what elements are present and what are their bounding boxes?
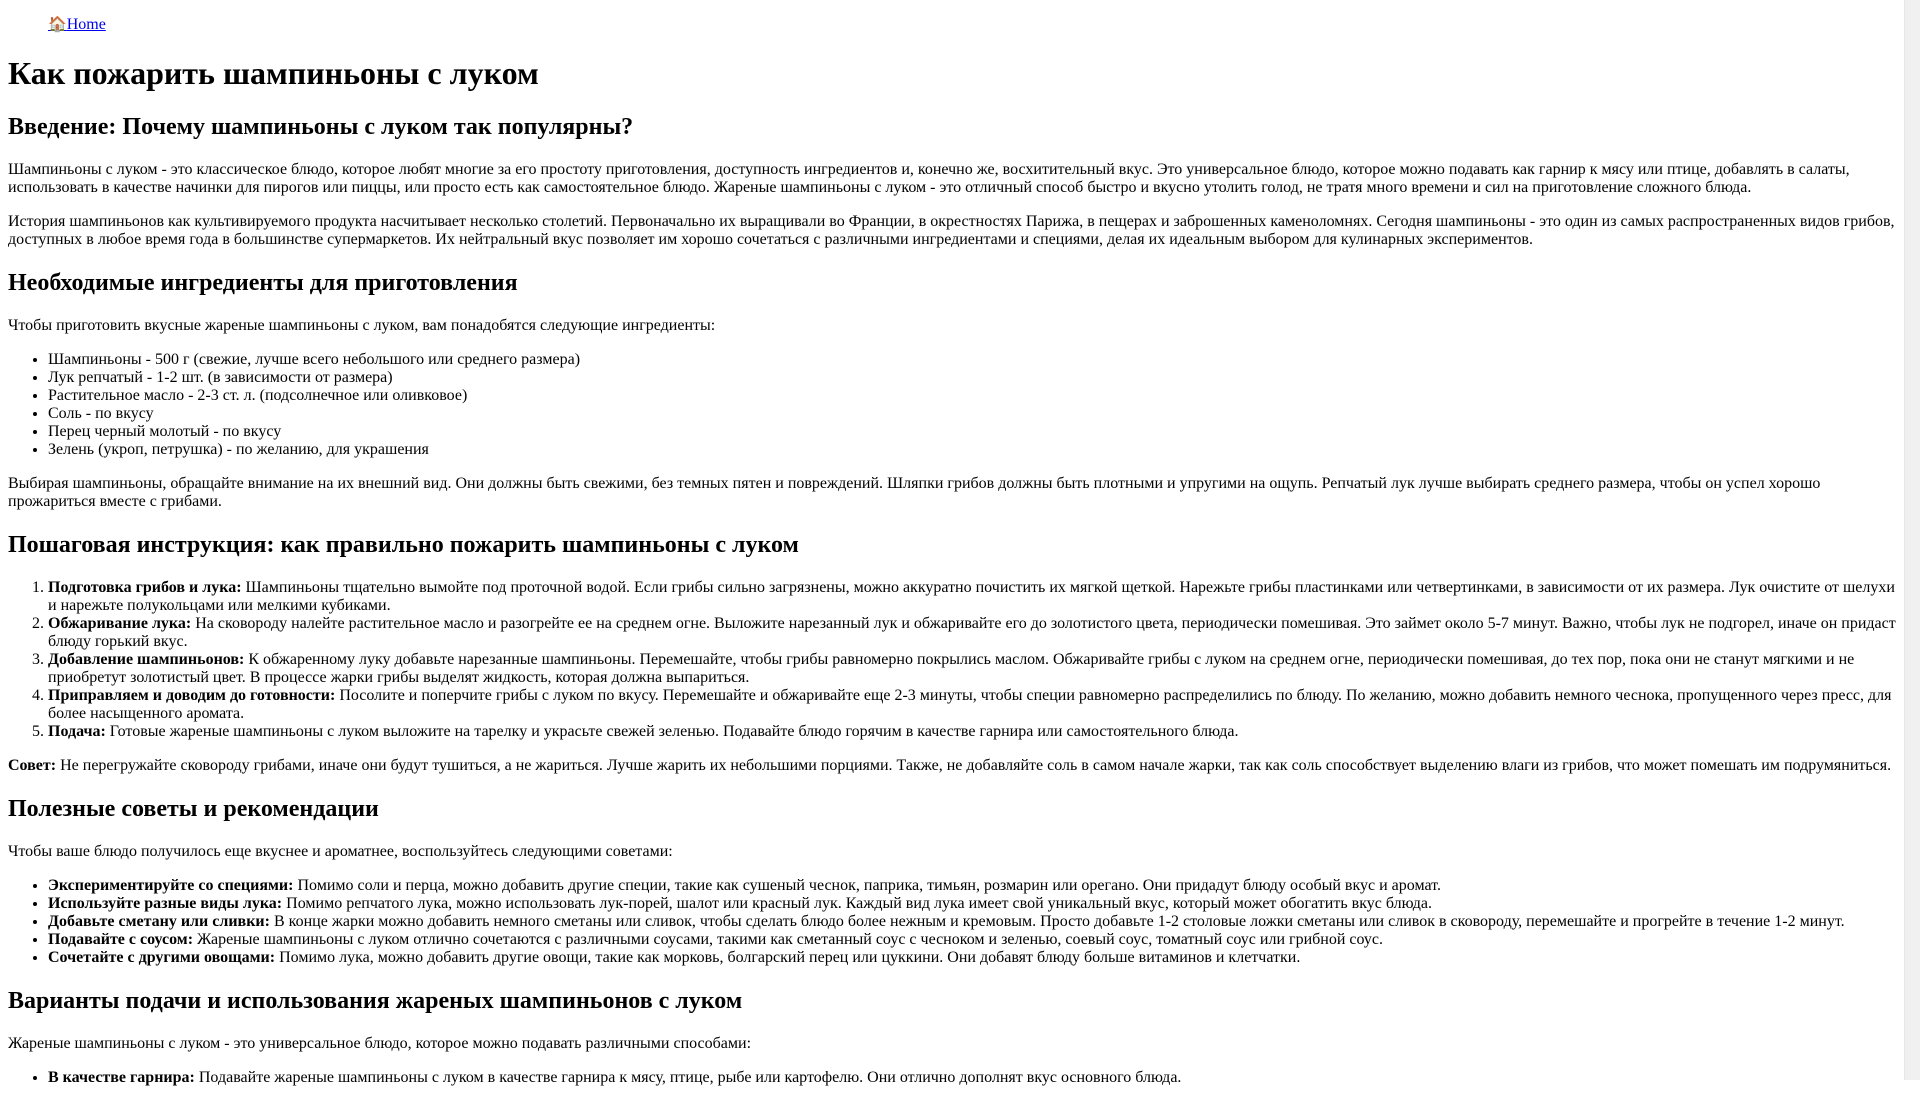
tip-title: Совет:: [8, 757, 57, 774]
ingredient-item: • Шампиньоны - 500 г (свежие, лучше всего небольшого или среднего размера): [48, 351, 1904, 369]
house-icon: 🏠: [48, 17, 67, 33]
tip-item: [48, 949, 1904, 967]
tip-item-text: Помимо лука, можно добавить другие овощи, такие как морковь, болгарский перец или цуккини. Они добавят блюду больше витаминов и клетчатки.: [275, 949, 1301, 966]
ingredients-list: [8, 351, 1904, 459]
tip-item-text: Помимо соли и перца, можно добавить другие специи, такие как сушеный чеснок, паприка, тимьян, розмарин или орегано. Они придадут блюду особый вкус и аромат.: [293, 877, 1441, 894]
serving-item: [48, 1069, 1904, 1087]
ingredient-item: • Лук репчатый - 1-2 шт. (в зависимости от размера): [48, 369, 1904, 387]
tip-item-title: Экспериментируйте со специями:: [48, 877, 294, 894]
tips-list: [8, 877, 1904, 967]
tip-item-title: Сочетайте с другими овощами:: [48, 949, 276, 966]
tip-item-text: В конце жарки можно добавить немного сметаны или сливок, чтобы сделать блюдо более нежным и кремовым. Просто добавьте 1-2 столовые ложки сметаны или сливок в сковороду, перемешайте и прогрейте в течение 1-2 минут.: [269, 913, 1845, 930]
steps-heading: Пошаговая инструкция: как правильно пожарить шампиньоны с луком: [8, 532, 799, 558]
ingredient-item: • Перец черный молотый - по вкусу: [48, 423, 1904, 441]
tip-item: [48, 895, 1904, 913]
step-item: [48, 651, 1904, 687]
ingredients-note: Выбирая шампиньоны, обращайте внимание на их внешний вид. Они должны быть свежими, без темных пятен и повреждений. Шляпки грибов должны быть плотными и упругими на ощупь. Репчатый лук лучше выбирать среднего размера, чтобы он успел хорошо прожариться вместе с грибами.: [8, 475, 1821, 510]
step-title: Подача:: [48, 723, 106, 740]
tip-item: [48, 877, 1904, 895]
tip-item-text: Жареные шампиньоны с луком отлично сочетаются с различными соусами, такими как сметанный соус с чесноком и зеленью, соевый соус, томатный соус или грибной соус.: [193, 931, 1383, 948]
tip-item-title: Используйте разные виды лука:: [48, 895, 283, 912]
tips-lead: Чтобы ваше блюдо получилось еще вкуснее и ароматнее, воспользуйтесь следующими советами:: [8, 843, 673, 860]
home-link[interactable]: [48, 16, 106, 33]
serving-lead: Жареные шампиньоны с луком - это универсальное блюдо, которое можно подавать различными способами:: [8, 1035, 752, 1052]
ingredient-item: • Растительное масло - 2-3 ст. л. (подсолнечное или оливковое): [48, 387, 1904, 405]
intro-heading: Введение: Почему шампиньоны с луком так популярны?: [8, 114, 634, 140]
ingredients-lead: Чтобы приготовить вкусные жареные шампиньоны с луком, вам понадобятся следующие ингредиенты:: [8, 317, 716, 334]
step-text: Посолите и поперчите грибы с луком по вкусу. Перемешайте и обжаривайте еще 2-3 минуты, чтобы специи равномерно распределились по блюду. По желанию, можно добавить немного чеснока, пропущенного через пресс, для более насыщенного аромата.: [48, 687, 1892, 722]
steps-list: [8, 579, 1904, 741]
step-item: [48, 723, 1904, 741]
ingredient-item: • Зелень (укроп, петрушка) - по желанию, для украшения: [48, 441, 1904, 459]
intro-paragraph-2: История шампиньонов как культивируемого продукта насчитывает несколько столетий. Первоначально их выращивали во Франции, в окрестностях Парижа, в пещерах и заброшенных каменоломнях. Сегодня шампиньоны - это один из самых распространенных видов грибов, доступных в любое время года в большинстве супермаркетов. Их нейтральный вкус позволяет им хорошо сочетаться с различными ингредиентами и специями, делая их идеальным выбором для кулинарных экспериментов.: [8, 213, 1895, 248]
serving-list: [8, 1069, 1904, 1087]
home-link-label: Home: [66, 16, 106, 33]
step-text: К обжаренному луку добавьте нарезанные шампиньоны. Перемешайте, чтобы грибы равномерно покрылись маслом. Обжаривайте грибы с луком на среднем огне, периодически помешивая, до тех пор, пока они не станут мягкими и не приобретут золотистый цвет. В процессе жарки грибы выделят жидкость, которая должна выпариться.: [48, 651, 1855, 686]
tip-item: [48, 913, 1904, 931]
page-title: Как пожарить шампиньоны с луком: [8, 55, 539, 91]
breadcrumb: [48, 16, 1904, 34]
ingredient-item: • Соль - по вкусу: [48, 405, 1904, 423]
vertical-scrollbar[interactable]: [1904, 0, 1920, 1080]
cooking-tip: [8, 757, 1904, 775]
serving-heading: Варианты подачи и использования жареных шампиньонов с луком: [8, 988, 743, 1014]
step-item: [48, 579, 1904, 615]
step-title: Приправляем и доводим до готовности:: [48, 687, 336, 704]
step-text: На сковороду налейте растительное масло и разогрейте ее на среднем огне. Выложите нарезанный лук и обжаривайте его до золотистого цвета, периодически помешивая. Это займет около 5-7 минут. Важно, чтобы лук не подгорел, иначе он придаст блюду горький вкус.: [48, 615, 1896, 650]
step-title: Обжаривание лука:: [48, 615, 192, 632]
serving-item-title: В качестве гарнира:: [48, 1069, 195, 1086]
article-page: [8, 0, 1904, 1103]
tip-item-title: Подавайте с соусом:: [48, 931, 194, 948]
tip-item-title: Добавьте сметану или сливки:: [48, 913, 270, 930]
tip-item: [48, 931, 1904, 949]
tip-text: Не перегружайте сковороду грибами, иначе они будут тушиться, а не жариться. Лучше жарить их небольшими порциями. Также, не добавляйте соль в самом начале жарки, так как соль способствует выделению влаги из грибов, что может помешать им подрумяниться.: [56, 757, 1892, 774]
step-item: [48, 687, 1904, 723]
serving-item-text: Подавайте жареные шампиньоны с луком в качестве гарнира к мясу, птице, рыбе или картофелю. Они отлично дополнят вкус основного блюда.: [194, 1069, 1182, 1086]
step-text: Шампиньоны тщательно вымойте под проточной водой. Если грибы сильно загрязнены, можно аккуратно почистить их мягкой щеткой. Нарежьте грибы пластинками или четвертинками, в зависимости от их размера. Лук очистите от шелухи и нарежьте полукольцами или мелкими кубиками.: [48, 579, 1895, 614]
tips-heading: Полезные советы и рекомендации: [8, 796, 379, 822]
step-item: [48, 615, 1904, 651]
ingredients-heading: Необходимые ингредиенты для приготовления: [8, 270, 518, 296]
step-title: Подготовка грибов и лука:: [48, 579, 242, 596]
intro-paragraph-1: Шампиньоны с луком - это классическое блюдо, которое любят многие за его простоту приготовления, доступность ингредиентов и, конечно же, восхитительный вкус. Это универсальное блюдо, которое можно подавать как гарнир к мясу или птице, добавлять в салаты, использовать в качестве начинки для пирогов или пиццы, или просто есть как самостоятельное блюдо. Жареные шампиньоны с луком - это отличный способ быстро и вкусно утолить голод, не тратя много времени и сил на приготовление сложного блюда.: [8, 161, 1850, 196]
step-text: Готовые жареные шампиньоны с луком выложите на тарелку и украсьте свежей зеленью. Подавайте блюдо горячим в качестве гарнира или самостоятельного блюда.: [105, 723, 1239, 740]
tip-item-text: Помимо репчатого лука, можно использовать лук-порей, шалот или красный лук. Каждый вид лука имеет свой уникальный вкус, который может обогатить вкус блюда.: [282, 895, 1432, 912]
step-title: Добавление шампиньонов:: [48, 651, 245, 668]
